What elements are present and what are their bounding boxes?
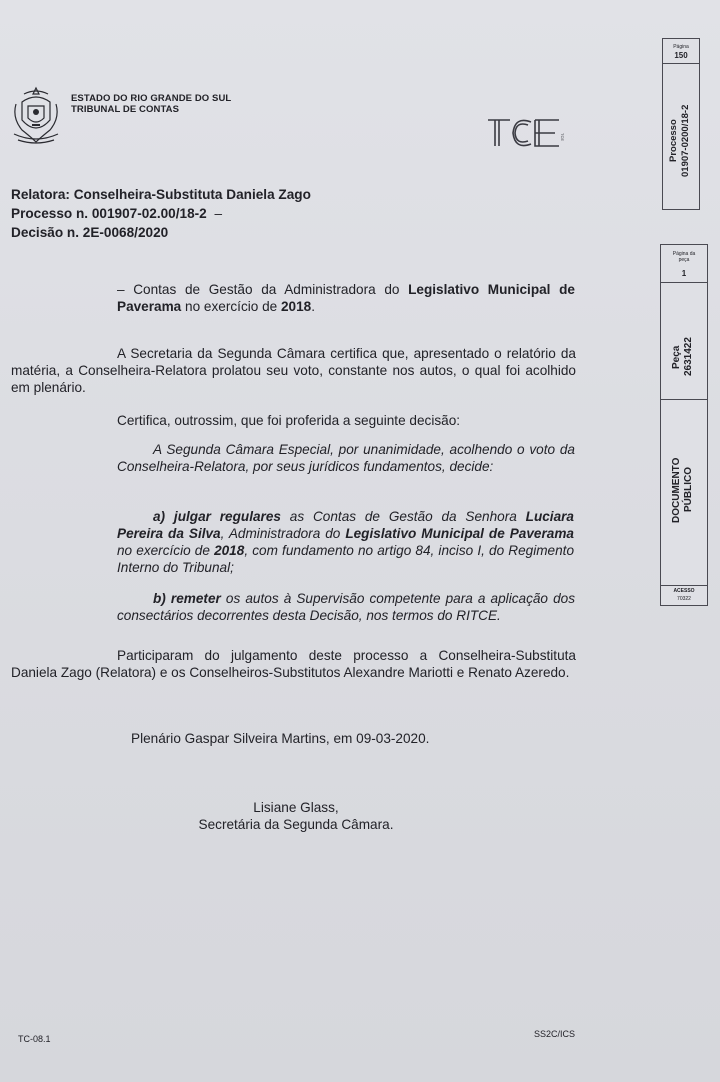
- state-name: ESTADO DO RIO GRANDE DO SUL: [71, 93, 232, 104]
- process-stamp-number: 01907-0200/18-2: [680, 104, 691, 178]
- decision-intro: [117, 441, 575, 475]
- footer-form-code: TC-08.1: [18, 1034, 51, 1044]
- process-stamp: [668, 77, 692, 205]
- subject-entity: Legislativo Municipal de Paverama: [117, 282, 575, 314]
- piece-label: Peça: [671, 345, 682, 369]
- subject-year: 2018: [281, 299, 312, 314]
- item-b-label: b) remeter: [153, 591, 221, 606]
- item-b-text: os autos à Supervisão competente para a aplicação dos consectários decorrentes desta Decisão, nos termos do RITCE.: [117, 591, 576, 623]
- participants-text: Participaram do julgamento deste processo a Conselheira-Substituta Daniela Zago (Relatora) e os Conselheiros-Substitutos Alexandre Mariotti e Renato Azeredo.: [11, 648, 576, 680]
- item-a-text-4: , com fundamento no artigo 84, inciso I, do Regimento Interno do Tribunal;: [117, 543, 575, 575]
- decision-item-b: [117, 590, 575, 624]
- page-stamp-number: 150: [663, 51, 699, 64]
- certification-followup-text: Certifica, outrossim, que foi proferida a seguinte decisão:: [117, 413, 461, 428]
- subject-suffix: .: [311, 299, 316, 314]
- item-a-text-1: as Contas de Gestão da Senhora: [280, 509, 526, 524]
- subject-paragraph: [117, 281, 575, 315]
- piece-page-number: 1: [661, 269, 707, 283]
- decision-item-a: [117, 508, 574, 576]
- page-stamp: [662, 38, 700, 210]
- relatora-line: Relatora: Conselheira-Substituta Daniela Zago: [11, 187, 311, 202]
- participants-paragraph: [11, 647, 576, 681]
- institution-header: [71, 93, 231, 115]
- processo-number: Processo n. 001907-02.00/18-2: [11, 206, 207, 221]
- footer-unit-code: SS2C/ICS: [534, 1029, 576, 1039]
- public-document-label: [671, 435, 695, 545]
- place-date-text: Plenário Gaspar Silveira Martins, em 09-03-2020.: [131, 731, 430, 746]
- tce-logo: [487, 117, 567, 149]
- certification-followup: [117, 412, 577, 429]
- item-a-name: Luciara Pereira da Silva: [117, 509, 574, 541]
- certification-text: A Secretaria da Segunda Câmara certifica que, apresentado o relatório da matéria, a Conselheira-Relatora prolatou seu voto, constante nos autos, o qual foi acolhido em plenário.: [11, 346, 576, 395]
- piece-info: [671, 317, 695, 397]
- decisao-line: Decisão n. 2E-0068/2020: [11, 225, 169, 240]
- court-name: TRIBUNAL DE CONTAS: [71, 104, 180, 115]
- public-document-line2: PÚBLICO: [683, 467, 694, 513]
- piece-number: 2631422: [683, 337, 694, 377]
- tce-logo-text: TCE: [560, 133, 565, 141]
- item-a-label: a) julgar regulares: [153, 509, 281, 524]
- processo-dash: –: [214, 206, 223, 221]
- signature-block: [150, 799, 442, 833]
- case-metadata: [11, 185, 311, 242]
- piece-stamp: [660, 244, 708, 606]
- item-a-text-2: , Administradora do: [220, 526, 346, 541]
- subject-mid: no exercício de: [181, 299, 281, 314]
- item-a-entity: Legislativo Municipal de Paverama: [345, 526, 574, 541]
- place-date: [131, 730, 531, 747]
- coat-of-arms-logo: [10, 84, 62, 146]
- access-number: 70322: [677, 596, 691, 602]
- item-a-text-3: no exercício de: [117, 543, 215, 558]
- certification-paragraph: [11, 345, 576, 396]
- decision-intro-text: A Segunda Câmara Especial, por unanimidade, acolhendo o voto da Conselheira-Relatora, por seus jurídicos fundamentos, decide:: [117, 442, 575, 474]
- page-stamp-label: Página: [673, 44, 689, 50]
- item-a-year: 2018: [214, 543, 245, 558]
- access-label: ACESSO: [673, 588, 695, 594]
- signer-name: Lisiane Glass,: [253, 800, 339, 815]
- subject-prefix: – Contas de Gestão da Administradora do: [117, 282, 409, 297]
- public-document-line1: DOCUMENTO: [671, 457, 682, 523]
- signer-role: Secretária da Segunda Câmara.: [198, 817, 394, 832]
- processo-line: [11, 204, 311, 223]
- piece-page-label: Página da peça: [672, 251, 696, 263]
- process-stamp-label: Processo: [668, 119, 679, 163]
